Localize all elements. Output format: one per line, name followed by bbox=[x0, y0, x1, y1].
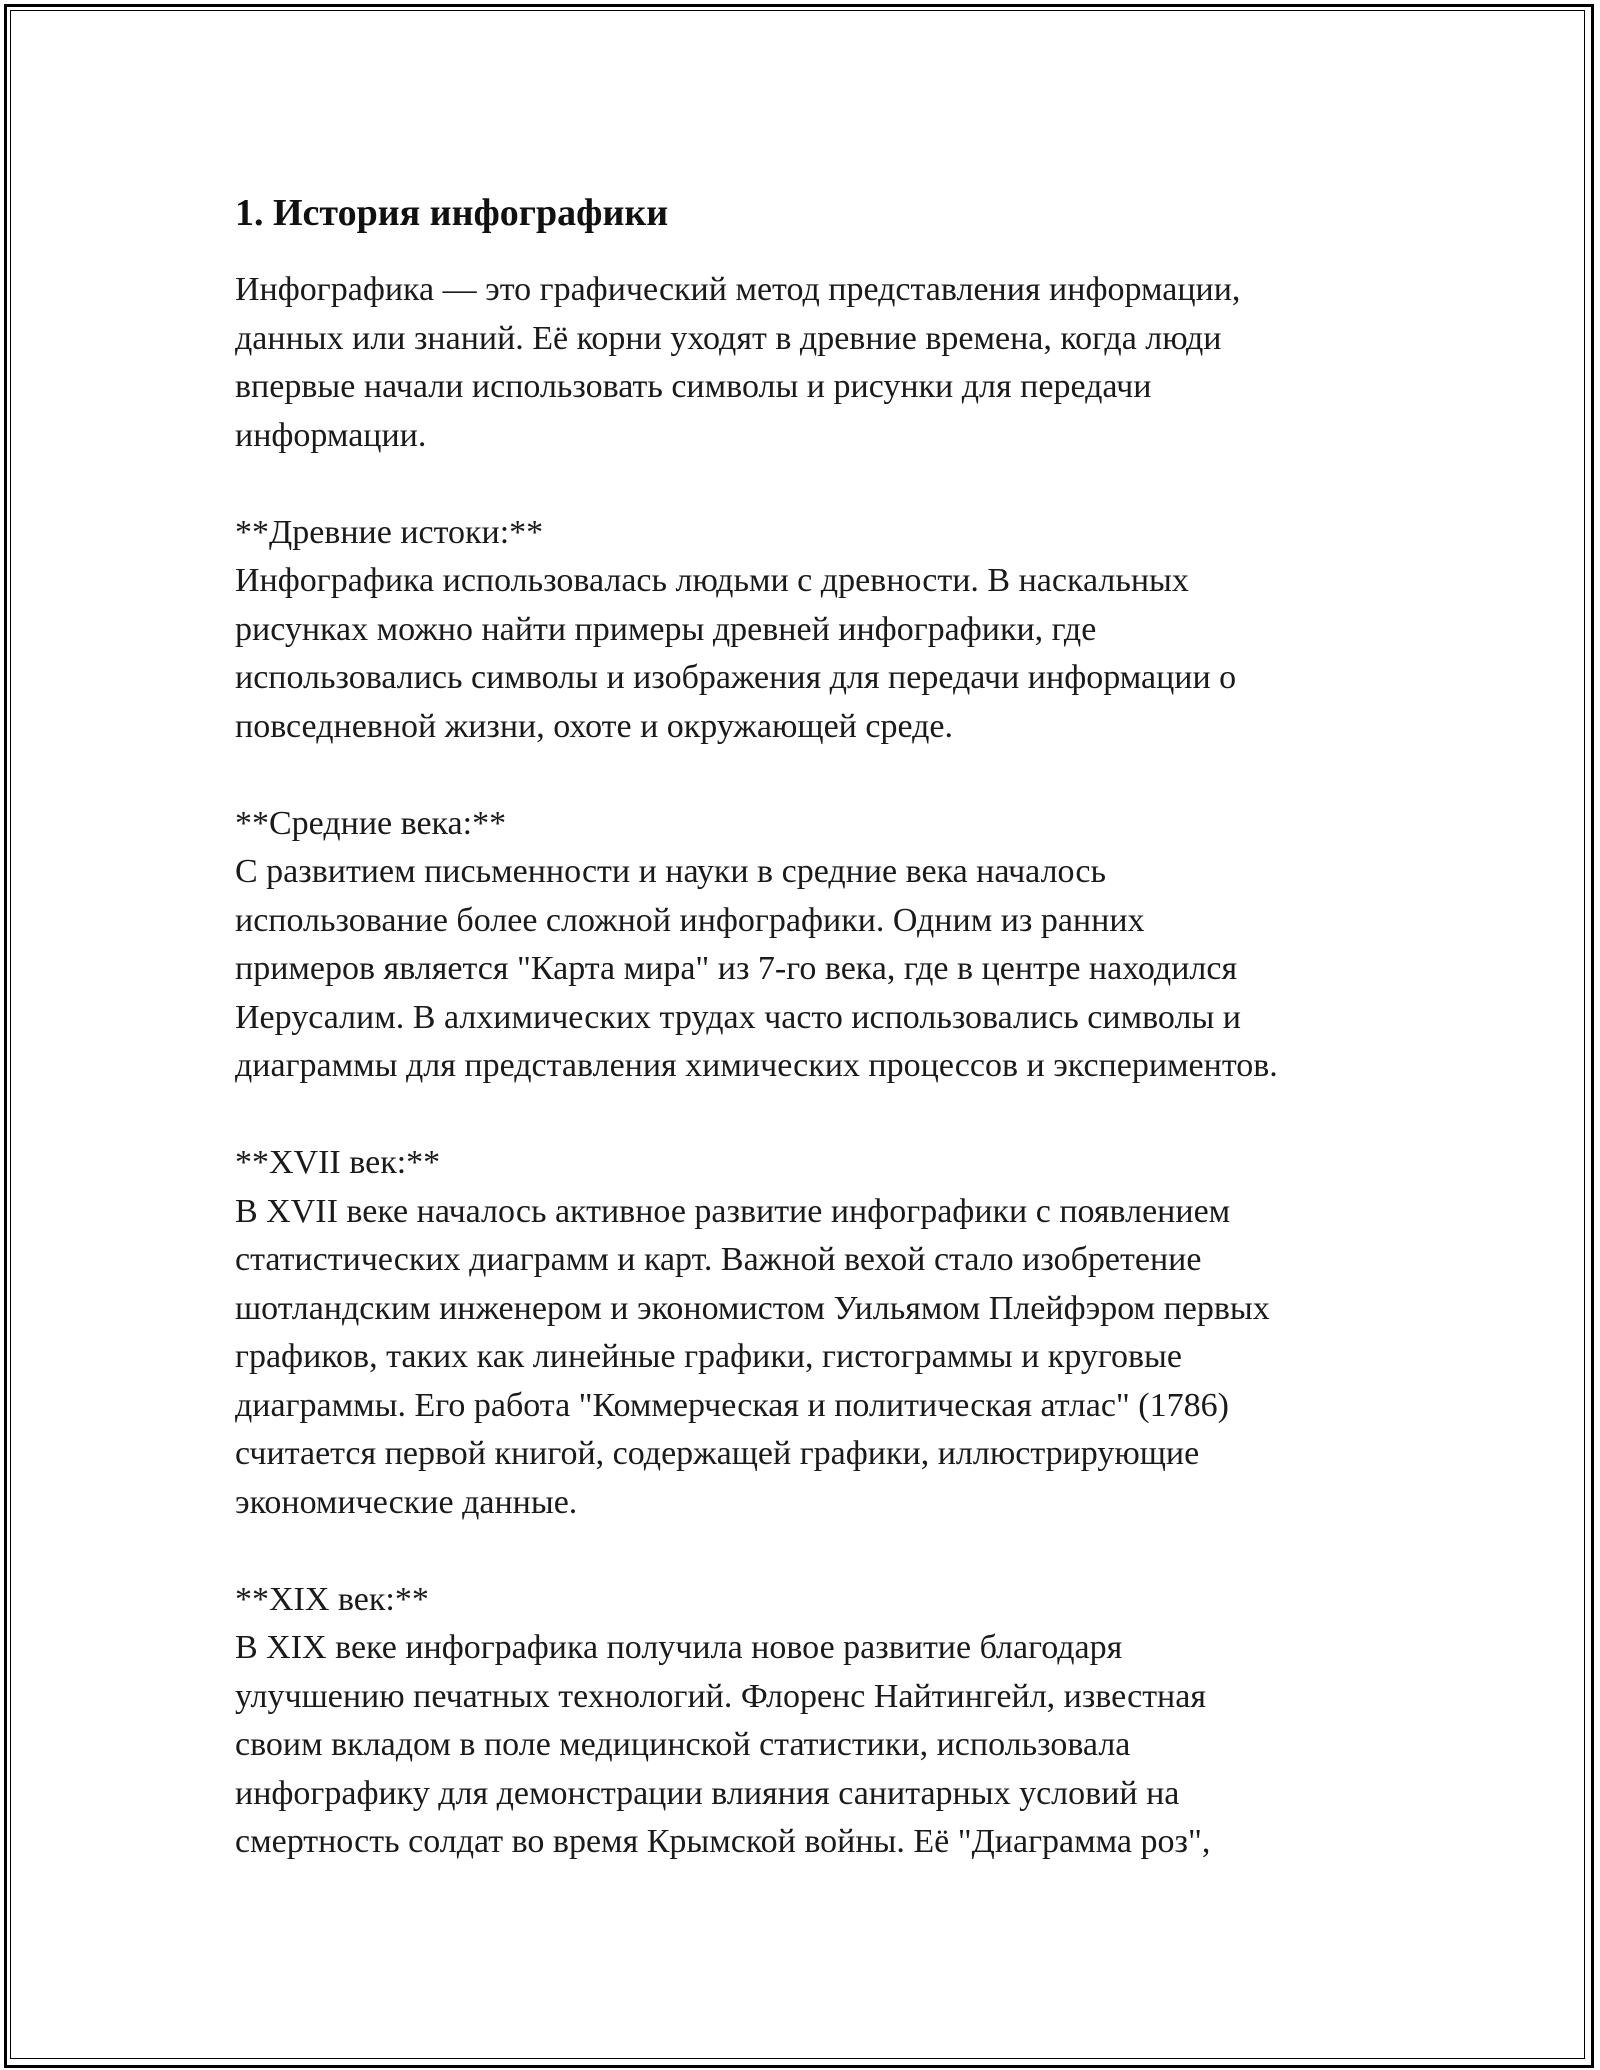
section-middle-ages bbox=[235, 800, 1395, 1091]
text-line: использовались символы и изображения для передачи информации о bbox=[235, 659, 1237, 696]
text-line: В XVII веке началось активное развитие инфографики с появлением bbox=[235, 1192, 1231, 1230]
text-line: Иерусалим. В алхимических трудах часто использовались символы и bbox=[235, 998, 1241, 1036]
text-line: смертность солдат во время Крымской войны. Её "Диаграмма роз", bbox=[235, 1823, 1211, 1860]
text-line: Инфографика использовалась людьми с древности. В наскальных bbox=[235, 562, 1189, 599]
text-line: С развитием письменности и науки в средние века началось bbox=[235, 853, 1106, 890]
text-line: шотландским инженером и экономистом Уильямом Плейфэром первых bbox=[235, 1289, 1270, 1327]
paragraph-gap bbox=[235, 751, 1395, 800]
paragraph-gap bbox=[235, 1527, 1395, 1576]
text-line: инфографику для демонстрации влияния санитарных условий на bbox=[235, 1774, 1180, 1812]
text-line: примеров является "Карта мира" из 7-го века, где в центре находился bbox=[235, 950, 1238, 987]
text-line: рисунках можно найти примеры древней инфографики, где bbox=[235, 610, 1097, 648]
paragraph-gap bbox=[235, 460, 1395, 509]
section-heading: **Древние истоки:** bbox=[235, 513, 544, 551]
text-line: диаграммы для представления химических процессов и экспериментов. bbox=[235, 1047, 1278, 1084]
intro-paragraph bbox=[235, 266, 1395, 460]
text-line: повседневной жизни, охоте и окружающей среде. bbox=[235, 707, 953, 745]
text-line: Инфографика — это графический метод представления информации, bbox=[235, 271, 1241, 308]
text-line: статистических диаграмм и карт. Важной вехой стало изобретение bbox=[235, 1241, 1202, 1278]
text-line: экономические данные. bbox=[235, 1483, 578, 1521]
section-17th-century bbox=[235, 1139, 1395, 1527]
text-line: улучшению печатных технологий. Флоренс Найтингейл, известная bbox=[235, 1677, 1206, 1715]
section-heading: **Средние века:** bbox=[235, 804, 507, 842]
text-line: данных или знаний. Её корни уходят в древние времена, когда люди bbox=[235, 319, 1222, 357]
text-line: своим вкладом в поле медицинской статистики, использовала bbox=[235, 1726, 1131, 1763]
section-heading: **XIX век:** bbox=[235, 1580, 429, 1618]
section-ancient bbox=[235, 509, 1395, 752]
section-19th-century bbox=[235, 1576, 1395, 1867]
text-line: впервые начали использовать символы и рисунки для передачи bbox=[235, 368, 1152, 405]
text-line: использование более сложной инфографики. Одним из ранних bbox=[235, 901, 1145, 939]
document-body bbox=[235, 180, 1395, 1867]
text-line: графиков, таких как линейные графики, гистограммы и круговые bbox=[235, 1338, 1182, 1375]
text-line: В XIX веке инфографика получила новое развитие благодаря bbox=[235, 1629, 1123, 1666]
paragraph-gap bbox=[235, 1091, 1395, 1140]
text-line: информации. bbox=[235, 416, 427, 454]
text-line: диаграммы. Его работа "Коммерческая и политическая атлас" (1786) bbox=[235, 1386, 1229, 1424]
text-line: считается первой книгой, содержащей графики, иллюстрирующие bbox=[235, 1435, 1200, 1472]
section-heading: **XVII век:** bbox=[235, 1144, 441, 1181]
document-title: 1. История инфографики bbox=[235, 192, 669, 234]
